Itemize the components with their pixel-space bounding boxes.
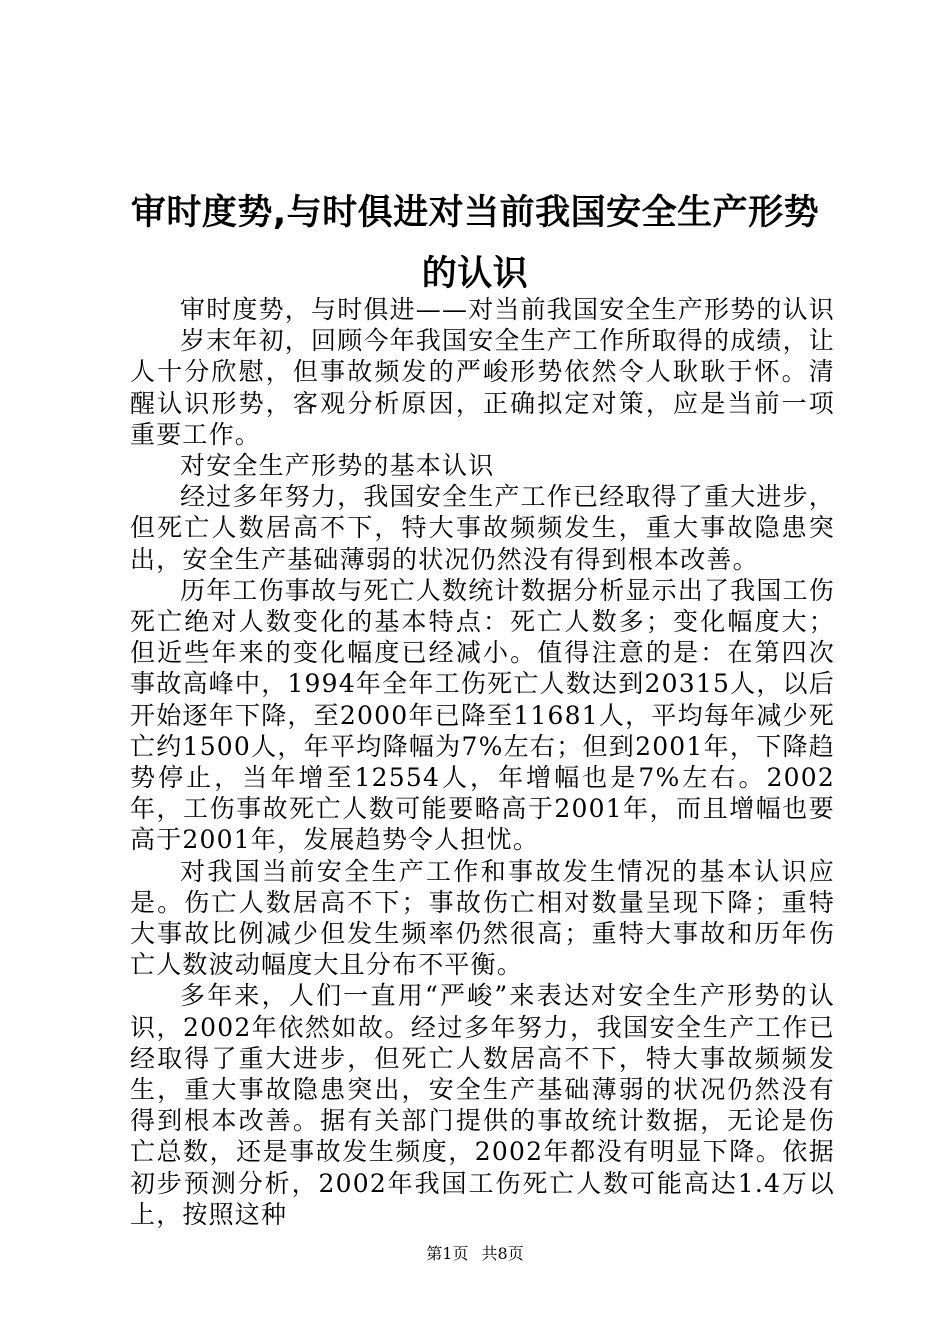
paragraph: 岁末年初，回顾今年我国安全生产工作所取得的成绩，让人十分欣慰，但事故频发的严峻形势依然令人耿耿于怀。清醒认识形势，客观分析原因，正确拟定对策，应是当前一项重要工作。 — [130, 326, 836, 449]
paragraph: 对我国当前安全生产工作和事故发生情况的基本认识应是。伤亡人数居高不下；事故伤亡相对数量呈现下降；重特大事故比例减少但发生频率仍然很高；重特大事故和历年伤亡人数波动幅度大且分布不平衡。 — [130, 856, 835, 980]
paragraph: 经过多年努力，我国安全生产工作已经取得了重大进步，但死亡人数居高不下，特大事故频频发生，重大事故隐患突出，安全生产基础薄弱的状况仍然没有得到根本改善。 — [130, 482, 836, 574]
paragraph: 多年来，人们一直用“严峻”来表达对安全生产形势的认识，2002年依然如故。经过多年努力，我国安全生产工作已经取得了重大进步，但死亡人数居高不下，特大事故频频发生，重大事故隐患突出，安全生产基础薄弱的状况仍然没有得到根本改善。据有关部门提供的事故统计数据，无论是伤亡总数，还是事故发生频度，2002年都没有明显下降。依据初步预测分析，2002年我国工伤死亡人数可能高达1.4万以上，按照这种 — [130, 981, 835, 1229]
section-heading: 对安全生产形势的基本认识 — [180, 451, 495, 481]
page-footer — [0, 1243, 950, 1265]
document-title: 审时度势,与时俱进对当前我国安全生产形势的认识 — [130, 193, 820, 294]
document-body — [130, 294, 835, 1230]
paragraph: 历年工伤事故与死亡人数统计数据分析显示出了我国工伤死亡绝对人数变化的基本特点：死亡人数多；变化幅度大；但近些年来的变化幅度已经减小。值得注意的是：在第四次事故高峰中，1994年全年工伤死亡人数达到20315人，以后开始逐年下降，至2000年已降至11681人，平均每年减少死亡约1500人，年平均降幅为7%左右；但到2001年，下降趋势停止，当年增至12554人，年增幅也是7%左右。2002年，工伤事故死亡人数可能要略高于2001年，而且增幅也要高于2001年，发展趋势令人担忧。 — [130, 575, 836, 855]
paragraph-subtitle: 审时度势，与时俱进——对当前我国安全生产形势的认识 — [180, 295, 836, 324]
page-number: 第1页 — [426, 1244, 469, 1263]
page-total: 共8页 — [481, 1244, 524, 1263]
